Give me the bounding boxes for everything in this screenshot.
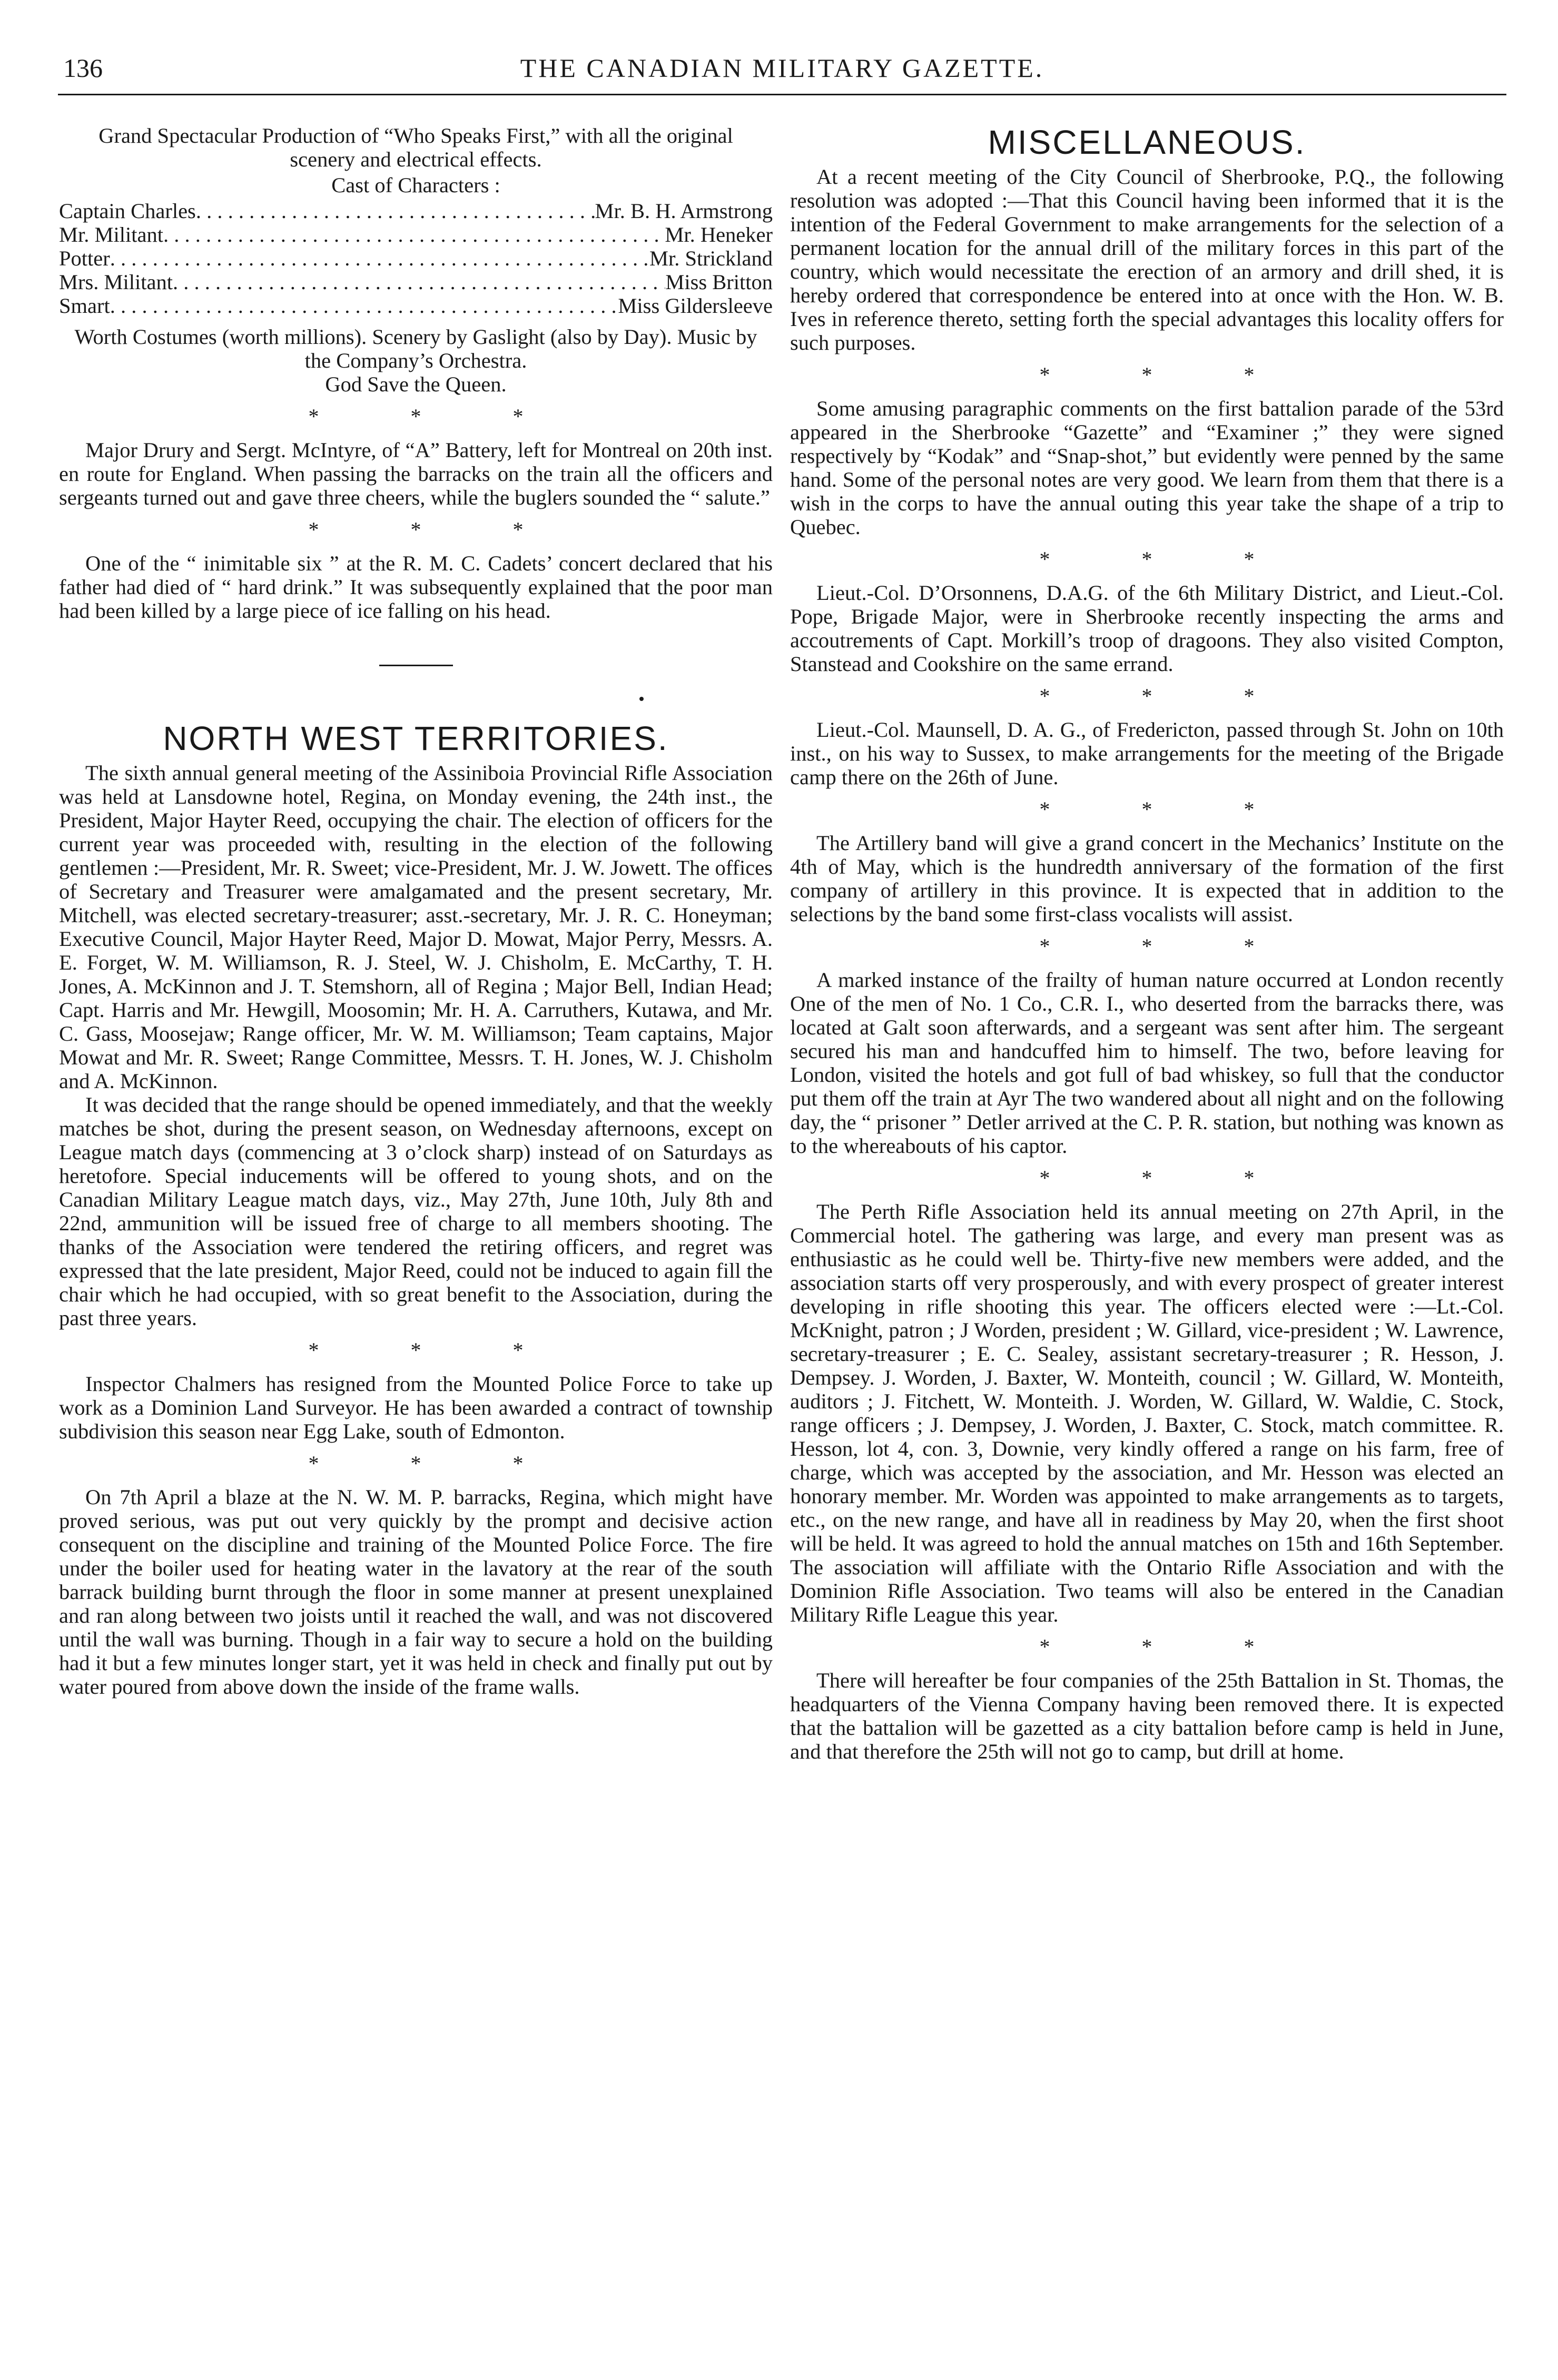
news-item: Some amusing paragraphic comments on the first battalion parade of the 53rd appeared in the Sherbrooke “Gazette” and “Examiner ;” they were signed respectively by “Kodak” and “Snap-shot,” but evidently were penned by the same hand. Some of the personal notes are very good. We learn from them that there is a wish in the corps to have the annual outing this year take the shape of a trip to Quebec.	[790, 397, 1504, 539]
separator-stars: * * *	[308, 404, 567, 428]
ink-speck	[639, 697, 644, 701]
separator-stars: * * *	[1039, 684, 1298, 708]
dot-leader	[173, 270, 665, 294]
cast-role: Mrs. Militant	[59, 270, 173, 294]
separator-stars: * * *	[1039, 1166, 1298, 1190]
section-rule	[379, 665, 453, 666]
separator-stars: * * *	[1039, 797, 1298, 821]
separator-stars: * * *	[1039, 363, 1298, 387]
cast-role: Mr. Militant	[59, 223, 164, 246]
news-item: It was decided that the range should be opened immediately, and that the weekly matches be shot, during the present season, on Wednesday afternoons, except on League match days (commencing at 3 o’clock sharp) instead of on Saturdays as heretofore. Special inducements will be offered to young shots, and on the Canadian Military League match days, viz., May 27th, June 10th, July 8th and 22nd, ammunition will be issued free of charge to all members shooting. The thanks of the Association were tendered the retiring officers, and regret was expressed that the late president, Major Reed, could not be induced to again fill the chair which he had occupied, with so great benefit to the Association, during the past three years.	[59, 1093, 773, 1330]
dot-leader	[163, 223, 665, 246]
cast-role: Smart	[59, 294, 110, 318]
cast-role: Captain Charles	[59, 199, 196, 223]
cast-actor: Miss Gildersleeve	[618, 294, 773, 318]
separator-stars: * * *	[1039, 934, 1298, 958]
separator-stars: * * *	[308, 1451, 567, 1475]
cast-row	[59, 246, 773, 270]
cast-row	[59, 223, 773, 246]
news-item: One of the “ inimitable six ” at the R. M. C. Cadets’ concert declared that his father had died of “ hard drink.” It was subsequently explained that the poor man had been killed by a large piece of ice falling on his head.	[59, 551, 773, 623]
section-heading-north-west: NORTH WEST TERRITORIES.	[163, 719, 669, 757]
cast-row	[59, 270, 773, 294]
news-item: The Perth Rifle Association held its annual meeting on 27th April, in the Commercial hotel. The gathering was large, and every man present was as enthusiastic as he could well be. Thirty-five new members were added, and the association starts off very prosperously, and with every prospect of greater interest developing in rifle shooting this year. The officers elected were :—Lt.-Col. McKnight, patron ; J Worden, president ; W. Gillard, vice-president ; W. Lawrence, secretary-treasurer ; E. C. Sealey, assistant secretary-treasurer ; R. Hesson, J. Dempsey. J. Worden, J. Baxter, W. Monteith, council ; W. Gillard, W. Monteith, auditors ; J. Fitchett, W. Monteith. J. Worden, W. Gillard, W. Waldie, C. Stock, range officers ; J. Dempsey, J. Worden, J. Baxter, C. Stock, match committee. R. Hesson, lot 4, con. 3, Downie, very kindly offered a range on his farm, free of charge, which was accepted by the association, and Mr. Hesson was elected an honorary member. Mr. Worden was appointed to make arrangements as to targets, etc., on the new range, and have all in readiness by May 20, when the first shoot will be held. It was agreed to hold the annual matches on 15th and 16th September. The association will affiliate with the Ontario Rifle Association and with the Dominion Rifle Association. Two teams will also be entered in the Canadian Military Rifle League this year.	[790, 1200, 1504, 1626]
news-item: At a recent meeting of the City Council of Sherbrooke, P.Q., the following resolution was adopted :—That this Council having been informed that it is the intention of the Federal Government to make arrangements for the selection of a permanent location for the annual drill of the military forces in this part of the country, which would necessitate the erection of an armory and drill shed, it is hereby ordered that correspondence be entered into at once with the Hon. W. B. Ives in reference thereto, setting forth the special advantages this locality offers for such purposes.	[790, 165, 1504, 354]
dot-leader	[110, 294, 618, 318]
news-item: There will hereafter be four companies of the 25th Battalion in St. Thomas, the headquarters of the Vienna Company having been removed there. It is expected that the battalion will be gazetted as a city battalion before camp is held in June, and that therefore the 25th will not go to camp, but drill at home.	[790, 1668, 1504, 1763]
program-closing: God Save the Queen.	[325, 372, 507, 396]
cast-row	[59, 294, 773, 318]
section-heading-miscellaneous: MISCELLANEOUS.	[988, 123, 1306, 161]
news-item: A marked instance of the frailty of human nature occurred at London recently One of the men of No. 1 Co., C.R. I., who deserted from the barracks there, was located at Galt soon afterwards, and a sergeant was sent after him. The sergeant secured his man and handcuffed him to himself. The two, before leaving for London, visited the hotels and got full of bad whiskey, so full that the conductor put them off the train at Ayr The two wandered about all night and on the following day, the “ prisoner ” Detler arrived at the C. P. R. station, but nothing was known as to the whereabouts of his captor.	[790, 968, 1504, 1158]
program-costumes: Worth Costumes (worth millions). Scenery by Gaslight (also by Day). Music by the Company’s Orchestra.	[74, 325, 757, 372]
running-title: THE CANADIAN MILITARY GAZETTE.	[520, 53, 1044, 83]
cast-row	[59, 199, 773, 223]
separator-stars: * * *	[1039, 547, 1298, 571]
news-item: On 7th April a blaze at the N. W. M. P. barracks, Regina, which might have proved serious, was put out very quickly by the prompt and decisive action consequent on the discipline and training of the Mounted Police Force. The fire under the boiler used for heating water in the lavatory at the rear of the south barrack building burnt through the floor in some manner at present unexplained and ran along between two joists until it reached the wall, and was not discovered until the wall was burning. Though in a fair way to secure a hold on the building had it but a few minutes longer start, yet it was held in check and finally put out by water poured from above down the inside of the frame walls.	[59, 1485, 773, 1698]
news-item: Inspector Chalmers has resigned from the Mounted Police Force to take up work as a Dominion Land Surveyor. He has been awarded a contract of township subdivision this season near Egg Lake, south of Edmonton.	[59, 1372, 773, 1443]
cast-actor: Mr. Strickland	[649, 246, 773, 270]
dot-leader	[196, 199, 595, 223]
cast-actor: Mr. B. H. Armstrong	[595, 199, 773, 223]
theatre-program	[59, 124, 773, 396]
news-item: The sixth annual general meeting of the Assiniboia Provincial Rifle Association was held at Lansdowne hotel, Regina, on Monday evening, the 24th inst., the President, Major Hayter Reed, occupying the chair. The election of officers for the current year was proceeded with, resulting in the election of the following gentlemen :—President, Mr. R. Sweet; vice-President, Mr. J. W. Jowett. The offices of Secretary and Treasurer were amalgamated and the present secretary, Mr. Mitchell, was elected secretary-treasurer; asst.-secretary, Mr. J. R. C. Honeyman; Executive Council, Major Hayter Reed, Major D. Mowat, Major Perry, Messrs. A. E. Forget, W. M. Williamson, R. J. Steel, W. J. Chisholm, E. McCarthy, T. H. Jones, A. McKinnon and J. T. Stemshorn, all of Regina ; Major Bell, Indian Head; Capt. Harris and Mr. Hewgill, Moosomin; Mr. H. A. Carruthers, Kutawa, and Mr. C. Gass, Moosejaw; Range officer, Mr. W. M. Williamson; Team captains, Major Mowat and Mr. R. Sweet; Range Committee, Messrs. T. H. Jones, W. J. Chisholm and A. McKinnon.	[59, 761, 773, 1093]
left-column	[59, 124, 773, 1698]
program-intro: Grand Spectacular Production of “Who Speaks First,” with all the original scenery and electrical effects.	[98, 124, 733, 171]
cast-actor: Miss Britton	[665, 270, 773, 294]
header-rule	[58, 94, 1506, 95]
separator-stars: * * *	[308, 518, 567, 541]
cast-actor: Mr. Heneker	[665, 223, 773, 246]
page-number: 136	[63, 53, 103, 83]
cast-role: Potter	[59, 246, 110, 270]
news-item: Lieut.-Col. D’Orsonnens, D.A.G. of the 6th Military District, and Lieut.-Col. Pope, Brigade Major, were in Sherbrooke recently inspecting the arms and accoutrements of Capt. Morkill’s troop of dragoons. They also visited Compton, Stanstead and Cookshire on the same errand.	[790, 581, 1504, 676]
news-item: The Artillery band will give a grand concert in the Mechanics’ Institute on the 4th of May, which is the hundredth anniversary of the formation of the first company of artillery in this province. It is expected that in addition to the selections by the band some first-class vocalists will assist.	[790, 831, 1504, 926]
separator-stars: * * *	[308, 1338, 567, 1362]
news-item: Major Drury and Sergt. McIntyre, of “A” Battery, left for Montreal on 20th inst. en route for England. When passing the barracks on the train all the officers and sergeants turned out and gave three cheers, while the buglers sounded the “ salute.”	[59, 438, 773, 509]
separator-stars: * * *	[1039, 1635, 1298, 1658]
page-header	[58, 53, 1506, 90]
right-column	[790, 124, 1504, 1763]
news-item: Lieut.-Col. Maunsell, D. A. G., of Fredericton, passed through St. John on 10th inst., on his way to Sussex, to make arrangements for the meeting of the Brigade camp there on the 26th of June.	[790, 718, 1504, 789]
dot-leader	[110, 246, 649, 270]
cast-heading: Cast of Characters :	[331, 173, 500, 197]
